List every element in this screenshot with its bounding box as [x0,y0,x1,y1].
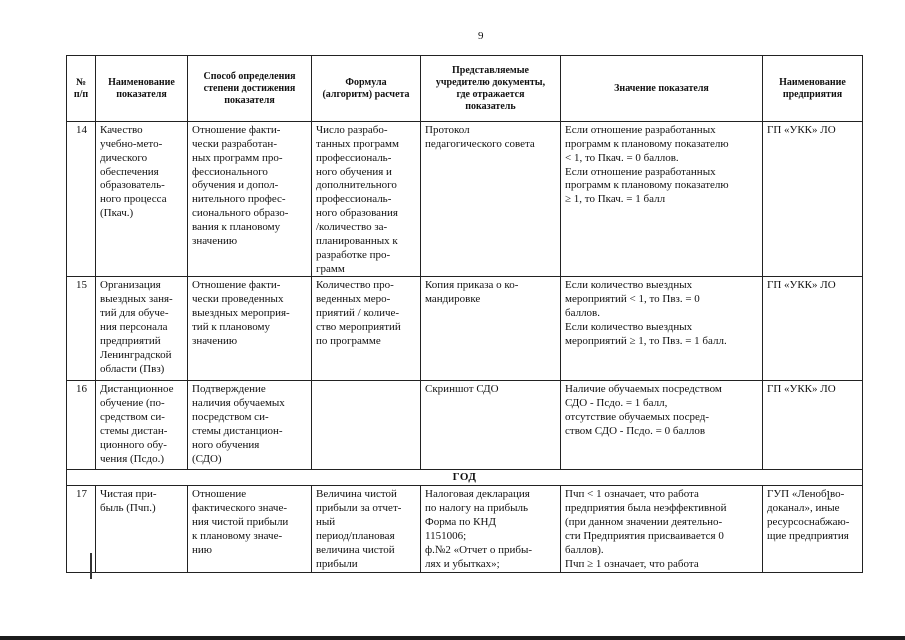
row-number: 17 [67,486,96,573]
table-row [67,277,863,381]
method-cell: Отношение факти- чески проведенных выездных мероприя- тий к плановому значению [188,277,312,381]
indicator-name: Чистая при- быль (Пчп.) [96,486,188,573]
header-indicator-name: Наименование показателя [96,56,188,122]
method-cell: Отношение фактического значе- ния чистой прибыли к плановому значе- нию [188,486,312,573]
table-row [67,381,863,470]
value-cell: Наличие обучаемых посредством СДО - Псдо. = 1 балл, отсутствие обучаемых посред- ством СДО - Псдо. = 0 баллов [561,381,763,470]
table-row [67,486,863,573]
row-number: 16 [67,381,96,470]
header-documents: Представляемые учредителю документы, где отражается показатель [421,56,561,122]
header-number: № п/п [67,56,96,122]
indicator-name: Дистанционное обучение (по- средством си- стемы дистан- ционного обу- чения (Псдо.) [96,381,188,470]
header-value: Значение показателя [561,56,763,122]
formula-cell [312,381,421,470]
documents-cell: Копия приказа о ко- мандировке [421,277,561,381]
formula-cell: Число разрабо- танных программ профессиональ- ного обучения и дополнительного профессиональ- ного образования /количество за- планированных к разработке про- грамм [312,122,421,277]
value-cell: Если количество выездных мероприятий < 1, то Пвз. = 0 баллов. Если количество выездных мероприятий ≥ 1, то Пвз. = 1 балл. [561,277,763,381]
indicators-table [66,55,863,573]
formula-cell: Величина чистой прибыли за отчет- ный период/плановая величина чистой прибыли [312,486,421,573]
documents-cell: Протокол педагогического совета [421,122,561,277]
indicator-name: Организация выездных заня- тий для обуче- ния персонала предприятий Ленинградской области (Пвз) [96,277,188,381]
indicator-name: Качество учебно-мето- дического обеспечения образователь- ного процесса (Пкач.) [96,122,188,277]
row-number: 14 [67,122,96,277]
table-row [67,122,863,277]
header-enterprise: Наименование предприятия [763,56,863,122]
value-cell: Если отношение разработанных программ к плановому показателю < 1, то Пкач. = 0 баллов. Если отношение разработанных программ к плановому показателю ≥ 1, то Пкач. = 1 балл [561,122,763,277]
scan-artifact-mark [90,553,92,579]
row-number: 15 [67,277,96,381]
table-header-row [67,56,863,122]
enterprise-cell: ГП «УКК» ЛО [763,277,863,381]
section-row [67,470,863,486]
enterprise-cell: ГП «УКК» ЛО [763,381,863,470]
scan-bottom-edge [0,636,905,640]
value-cell: Пчп < 1 означает, что работа предприятия была неэффективной (при данном значении деятельно- сти Предприятия присваивается 0 баллов). Пчп ≥ 1 означает, что работа [561,486,763,573]
enterprise-cell: ГУП «Ленобլво- доканал», иные ресурсоснабжаю- щие предприятия [763,486,863,573]
formula-cell: Количество про- веденных меро- приятий / количе- ство мероприятий по программе [312,277,421,381]
header-method: Способ определения степени достижения показателя [188,56,312,122]
page-number: 9 [478,30,484,42]
method-cell: Отношение факти- чески разработан- ных программ про- фессионального обучения и допол- нительного профес- сионального образо- вания к плановому значению [188,122,312,277]
method-cell: Подтверждение наличия обучаемых посредством си- стемы дистанцион- ного обучения (СДО) [188,381,312,470]
documents-cell: Налоговая декларация по налогу на прибыль Форма по КНД 1151006; ф.№2 «Отчет о прибы- лях и убытках»; [421,486,561,573]
section-label: ГОД [67,470,863,486]
enterprise-cell: ГП «УКК» ЛО [763,122,863,277]
documents-cell: Скриншот СДО [421,381,561,470]
header-formula: Формула (алгоритм) расчета [312,56,421,122]
